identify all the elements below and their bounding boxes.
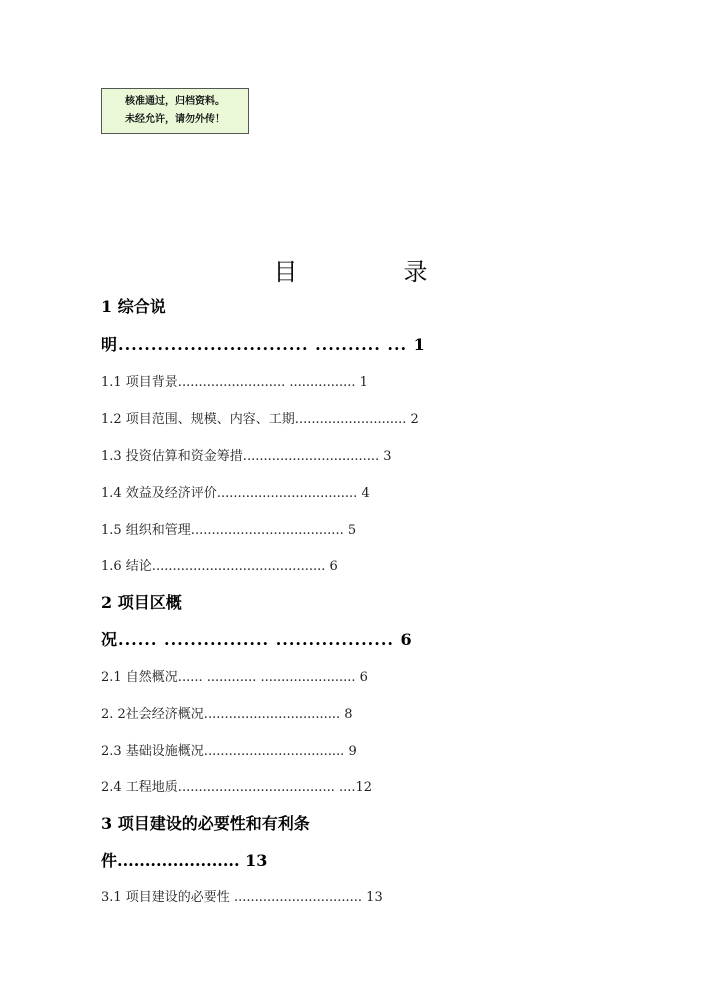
toc-title: 目 录 xyxy=(273,258,430,286)
toc-entry-2-1: 2.1 自然概况...... ............ ....................... 6 xyxy=(101,670,368,685)
toc-heading-3: 3 项目建设的必要性和有利条 xyxy=(101,814,310,833)
toc-entry-1-6: 1.6 结论.......................................... 6 xyxy=(101,559,338,574)
toc-entry-2-4: 2.4 工程地质...................................... ....12 xyxy=(101,780,373,795)
toc-entry-1-2: 1.2 项目范围、规模、内容、工期........................... 2 xyxy=(101,412,419,427)
stamp-line-1: 核准通过，归档资料。 xyxy=(125,96,225,107)
toc-heading-1: 1 综合说 xyxy=(101,297,166,316)
toc-heading-2: 2 项目区概 xyxy=(101,593,182,612)
toc-entry-2-2: 2. 2社会经济概况................................. 8 xyxy=(101,707,353,722)
toc-entry-3-1: 3.1 项目建设的必要性 ............................... 13 xyxy=(101,890,383,905)
toc-entry-1-4: 1.4 效益及经济评价.................................. 4 xyxy=(101,486,370,501)
toc-entry-1-5: 1.5 组织和管理..................................... 5 xyxy=(101,523,357,538)
toc-entry-1-3: 1.3 投资估算和资金筹措................................. 3 xyxy=(101,449,392,464)
approval-stamp xyxy=(101,88,249,134)
stamp-line-2: 未经允许，请勿外传！ xyxy=(125,114,225,125)
toc-heading-3-cont: 件...................... 13 xyxy=(101,851,268,870)
toc-heading-1-cont: 明............................. .......... ... 1 xyxy=(101,335,426,354)
toc-heading-2-cont: 况...... ................ .................. 6 xyxy=(101,630,413,649)
toc-entry-2-3: 2.3 基础设施概况.................................. 9 xyxy=(101,744,357,759)
toc-entry-1-1: 1.1 项目背景.......................... ................ 1 xyxy=(101,375,368,390)
